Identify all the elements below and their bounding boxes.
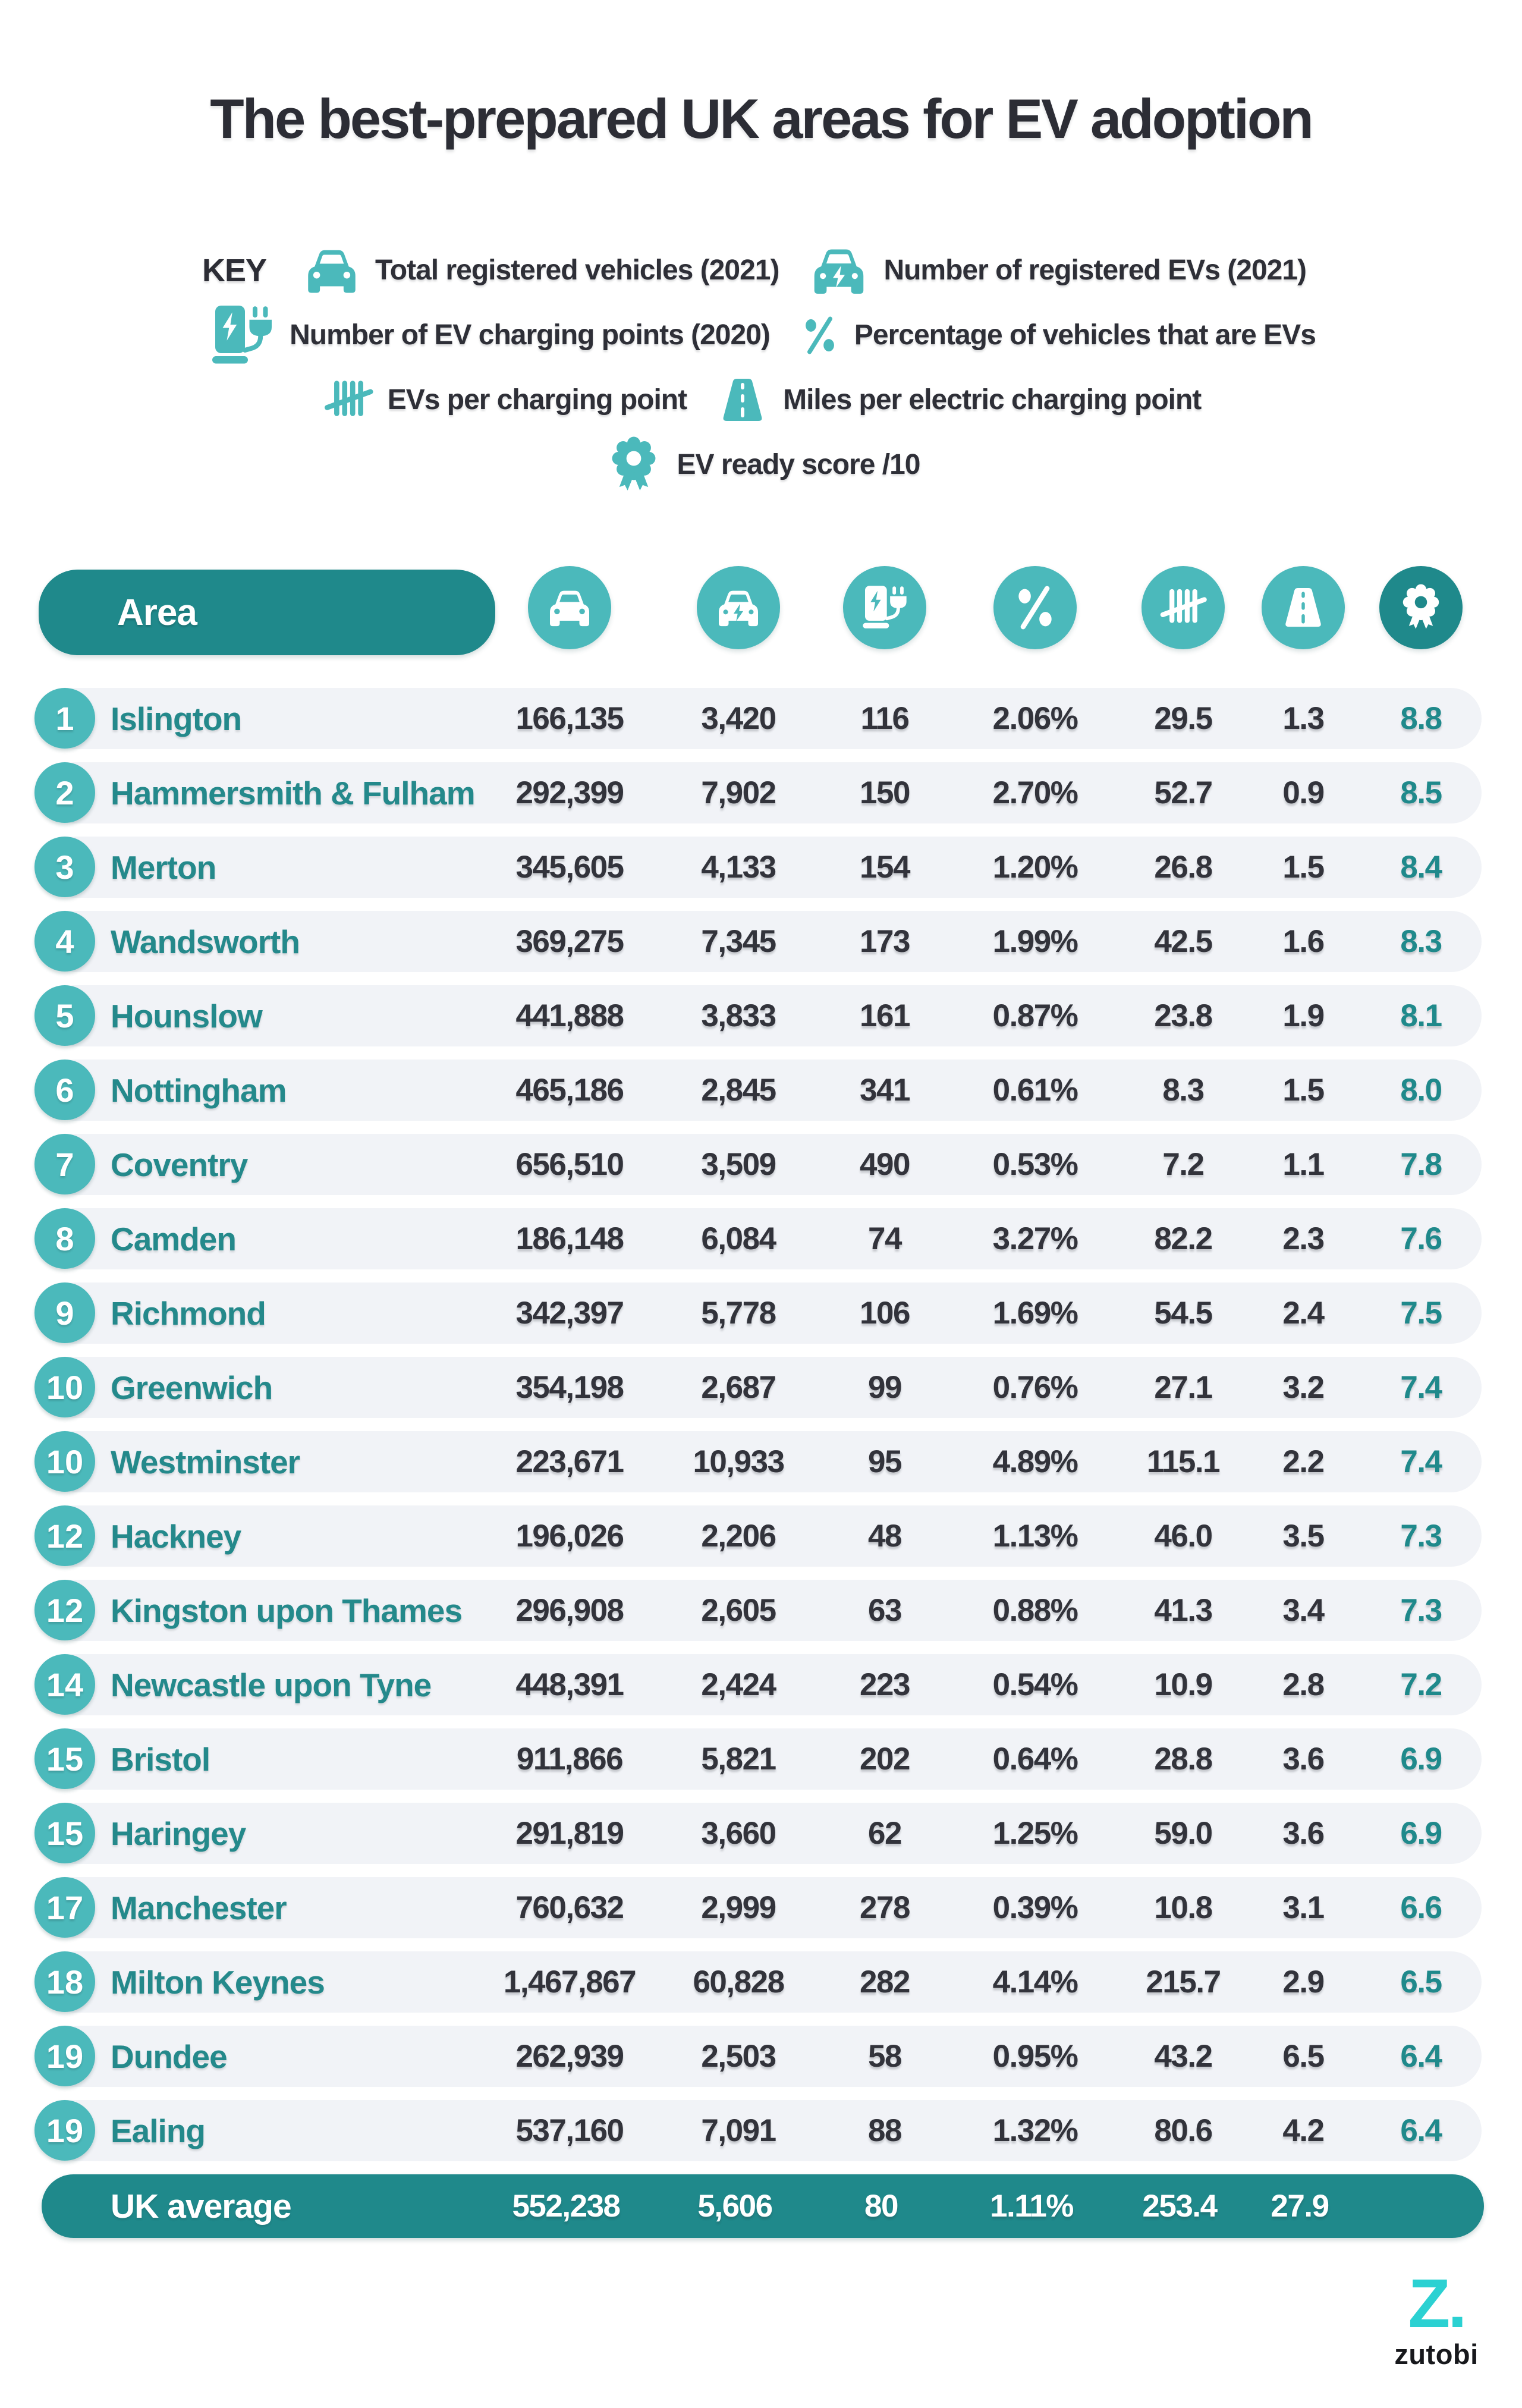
cell-percent: 1.13%: [992, 1519, 1078, 1554]
cell-ev-ready-score: 7.8: [1400, 1147, 1442, 1182]
rank-badge: 3: [34, 837, 95, 897]
cell-charging-points: 161: [860, 998, 910, 1033]
cell-ev-ready-score: 6.4: [1400, 2113, 1442, 2148]
ev-car-icon: [712, 581, 765, 634]
area-name: Kingston upon Thames: [111, 1592, 463, 1629]
rank-badge: 17: [34, 1877, 95, 1938]
cell-percent: 3.27%: [992, 1221, 1078, 1256]
cell-evs: 2,845: [701, 1073, 776, 1108]
cell-ev-ready-score: 7.4: [1400, 1370, 1442, 1405]
uk-average-evs: 5,606: [697, 2189, 772, 2224]
cell-evs: 6,084: [701, 1221, 776, 1256]
key-item-label: Percentage of vehicles that are EVs: [854, 319, 1316, 351]
key-line: [193, 303, 1329, 367]
cell-vehicles: 166,135: [515, 701, 624, 736]
cell-charging-points: 106: [860, 1296, 910, 1331]
cell-miles-per-point: 1.5: [1282, 1073, 1324, 1108]
cell-evs: 3,660: [701, 1816, 776, 1851]
column-header-percent-icon: [993, 566, 1077, 649]
area-name: Hounslow: [111, 997, 262, 1035]
rank-badge: 19: [34, 2026, 95, 2086]
cell-vehicles: 262,939: [515, 2039, 624, 2074]
key-title: KEY: [202, 252, 267, 288]
cell-charging-points: 341: [860, 1073, 910, 1108]
key-line: [202, 238, 1320, 303]
cell-miles-per-point: 2.8: [1282, 1667, 1324, 1702]
cell-ev-ready-score: 7.5: [1400, 1296, 1442, 1331]
rank-badge: 7: [34, 1134, 95, 1194]
cell-evs: 4,133: [701, 850, 776, 885]
cell-evs-per-point: 41.3: [1154, 1593, 1212, 1628]
table-row: [45, 1505, 1482, 1567]
cell-vehicles: 537,160: [515, 2113, 624, 2148]
key: [0, 238, 1522, 497]
cell-percent: 4.14%: [992, 1964, 1078, 2000]
table-row: [45, 1208, 1482, 1269]
cell-vehicles: 186,148: [515, 1221, 624, 1256]
key-item: [300, 239, 779, 302]
table-row: [45, 985, 1482, 1046]
cell-evs-per-point: 23.8: [1154, 998, 1212, 1033]
uk-average-label: UK average: [111, 2187, 291, 2225]
area-name: Hackney: [111, 1517, 241, 1555]
cell-evs: 2,206: [701, 1519, 776, 1554]
cell-ev-ready-score: 8.0: [1400, 1073, 1442, 1108]
cell-evs-per-point: 115.1: [1146, 1444, 1220, 1479]
cell-ev-ready-score: 7.4: [1400, 1444, 1442, 1479]
rank-badge: 14: [34, 1654, 95, 1715]
cell-vehicles: 354,198: [515, 1370, 624, 1405]
cell-vehicles: 292,399: [515, 775, 624, 810]
cell-percent: 1.20%: [992, 850, 1078, 885]
cell-percent: 0.54%: [992, 1667, 1078, 1702]
rosette-icon: [1395, 581, 1447, 634]
table-row: [45, 1134, 1482, 1195]
cell-evs: 7,345: [701, 924, 776, 959]
cell-evs-per-point: 215.7: [1146, 1964, 1221, 2000]
key-item-label: EV ready score /10: [677, 449, 920, 480]
area-name: Westminster: [111, 1443, 300, 1480]
area-name: Ealing: [111, 2112, 206, 2149]
percent-icon: [1009, 581, 1061, 634]
cell-miles-per-point: 2.4: [1282, 1296, 1324, 1331]
rank-badge: 6: [34, 1060, 95, 1120]
key-item-label: Miles per electric charging point: [783, 384, 1202, 416]
area-name: Islington: [111, 700, 242, 737]
cell-charging-points: 223: [860, 1667, 910, 1702]
cell-percent: 2.06%: [992, 701, 1078, 736]
key-item-label: EVs per charging point: [387, 384, 687, 416]
uk-average-vehicles: 552,238: [512, 2189, 620, 2224]
cell-ev-ready-score: 6.6: [1400, 1890, 1442, 1925]
column-header-car-icon: [528, 566, 611, 649]
rank-badge: 10: [34, 1357, 95, 1417]
cell-percent: 1.69%: [992, 1296, 1078, 1331]
cell-charging-points: 74: [868, 1221, 901, 1256]
uk-average-percent: 1.11%: [990, 2189, 1073, 2224]
cell-charging-points: 150: [860, 775, 910, 810]
column-header-charging-point-icon: [843, 566, 926, 649]
area-name: Camden: [111, 1220, 236, 1258]
rank-badge: 19: [34, 2100, 95, 2161]
cell-miles-per-point: 2.2: [1282, 1444, 1324, 1479]
cell-evs: 5,778: [701, 1296, 776, 1331]
area-name: Dundee: [111, 2038, 227, 2075]
rosette-icon: [602, 433, 665, 496]
cell-miles-per-point: 3.5: [1282, 1519, 1324, 1554]
area-name: Manchester: [111, 1889, 287, 1926]
area-column-header: [39, 570, 495, 655]
area-name: Milton Keynes: [111, 1963, 325, 2001]
key-item: [714, 372, 1201, 429]
cell-miles-per-point: 2.9: [1282, 1964, 1324, 2000]
table-row: [45, 688, 1482, 749]
cell-evs-per-point: 46.0: [1154, 1519, 1212, 1554]
uk-average-evs-per-point: 253.4: [1142, 2189, 1217, 2224]
column-header-road-icon: [1262, 566, 1345, 649]
cell-evs-per-point: 59.0: [1154, 1816, 1212, 1851]
area-name: Bristol: [111, 1740, 210, 1778]
key-line: [589, 432, 934, 497]
rank-badge: 15: [34, 1803, 95, 1863]
table-row: [45, 911, 1482, 972]
cell-ev-ready-score: 8.3: [1400, 924, 1442, 959]
column-header-rosette-icon: [1379, 566, 1463, 649]
cell-evs: 2,605: [701, 1593, 776, 1628]
cell-percent: 1.25%: [992, 1816, 1078, 1851]
zutobi-logo-text: zutobi: [1394, 2338, 1479, 2370]
cell-evs-per-point: 80.6: [1154, 2113, 1212, 2148]
cell-charging-points: 62: [868, 1816, 901, 1851]
cell-miles-per-point: 3.6: [1282, 1741, 1324, 1777]
cell-ev-ready-score: 6.9: [1400, 1741, 1442, 1777]
area-name: Greenwich: [111, 1369, 273, 1406]
cell-evs-per-point: 28.8: [1154, 1741, 1212, 1777]
cell-vehicles: 911,866: [516, 1741, 623, 1777]
area-name: Newcastle upon Tyne: [111, 1666, 432, 1703]
table-row: [45, 762, 1482, 823]
cell-miles-per-point: 3.4: [1282, 1593, 1324, 1628]
cell-evs-per-point: 82.2: [1154, 1221, 1212, 1256]
percent-icon: [797, 313, 842, 358]
road-icon: [714, 372, 771, 429]
cell-evs: 2,687: [701, 1370, 776, 1405]
key-line: [307, 367, 1215, 432]
cell-evs-per-point: 10.9: [1154, 1667, 1212, 1702]
car-icon: [543, 581, 596, 634]
tally-icon: [321, 373, 376, 427]
cell-percent: 4.89%: [992, 1444, 1078, 1479]
column-header-tally-icon: [1142, 566, 1225, 649]
cell-ev-ready-score: 8.8: [1400, 701, 1442, 736]
table-row: [45, 1728, 1482, 1790]
cell-charging-points: 282: [860, 1964, 910, 2000]
cell-charging-points: 88: [868, 2113, 901, 2148]
key-item: [206, 300, 770, 371]
cell-evs-per-point: 42.5: [1154, 924, 1212, 959]
cell-evs-per-point: 27.1: [1154, 1370, 1212, 1405]
cell-ev-ready-score: 8.5: [1400, 775, 1442, 810]
rank-badge: 12: [34, 1580, 95, 1640]
table-row: [45, 1951, 1482, 2013]
cell-charging-points: 154: [860, 850, 910, 885]
area-name: Merton: [111, 848, 216, 886]
area-name: Coventry: [111, 1146, 248, 1183]
cell-evs: 7,091: [701, 2113, 776, 2148]
cell-evs: 3,420: [701, 701, 776, 736]
cell-vehicles: 345,605: [515, 850, 624, 885]
cell-vehicles: 760,632: [515, 1890, 624, 1925]
page-title: The best-prepared UK areas for EV adoption: [210, 87, 1312, 150]
table-row: [45, 1580, 1482, 1641]
cell-evs: 3,509: [701, 1147, 776, 1182]
cell-ev-ready-score: 7.6: [1400, 1221, 1442, 1256]
area-name: Nottingham: [111, 1071, 287, 1109]
table-row: [45, 1877, 1482, 1938]
rank-badge: 9: [34, 1282, 95, 1343]
cell-charging-points: 116: [860, 701, 909, 736]
cell-evs-per-point: 10.8: [1154, 1890, 1212, 1925]
cell-ev-ready-score: 6.9: [1400, 1816, 1442, 1851]
cell-miles-per-point: 2.3: [1282, 1221, 1324, 1256]
cell-miles-per-point: 1.1: [1282, 1147, 1324, 1182]
cell-ev-ready-score: 7.3: [1400, 1593, 1442, 1628]
cell-vehicles: 448,391: [515, 1667, 624, 1702]
cell-evs: 60,828: [693, 1964, 784, 2000]
cell-vehicles: 465,186: [515, 1073, 624, 1108]
rank-badge: 4: [34, 911, 95, 972]
uk-average-charging-points: 80: [864, 2189, 898, 2224]
rank-badge: 5: [34, 985, 95, 1046]
cell-evs: 2,999: [701, 1890, 776, 1925]
key-item-label: Total registered vehicles (2021): [375, 254, 779, 286]
table-row: [45, 1654, 1482, 1715]
cell-charging-points: 58: [868, 2039, 901, 2074]
area-name: Haringey: [111, 1815, 246, 1852]
cell-charging-points: 99: [868, 1370, 901, 1405]
cell-miles-per-point: 3.2: [1282, 1370, 1324, 1405]
key-item: [321, 373, 687, 427]
cell-evs: 5,821: [701, 1741, 776, 1777]
zutobi-logo: [1390, 2265, 1483, 2371]
cell-percent: 2.70%: [992, 775, 1078, 810]
cell-evs: 7,902: [701, 775, 776, 810]
cell-ev-ready-score: 7.2: [1400, 1667, 1442, 1702]
cell-evs: 3,833: [701, 998, 776, 1033]
cell-ev-ready-score: 7.3: [1400, 1519, 1442, 1554]
area-name: Hammersmith & Fulham: [111, 774, 475, 812]
cell-vehicles: 441,888: [515, 998, 624, 1033]
cell-percent: 0.64%: [992, 1741, 1078, 1777]
cell-evs-per-point: 26.8: [1154, 850, 1212, 885]
table-row: [45, 2100, 1482, 2161]
table-row: [45, 2026, 1482, 2087]
cell-miles-per-point: 6.5: [1282, 2039, 1324, 2074]
cell-vehicles: 1,467,867: [503, 1964, 636, 2000]
key-item: [806, 238, 1306, 303]
tally-icon: [1157, 581, 1209, 634]
cell-ev-ready-score: 8.1: [1400, 998, 1442, 1033]
road-icon: [1277, 581, 1329, 634]
cell-evs-per-point: 43.2: [1154, 2039, 1212, 2074]
cell-evs-per-point: 8.3: [1162, 1073, 1204, 1108]
cell-evs-per-point: 7.2: [1162, 1147, 1204, 1182]
cell-vehicles: 342,397: [515, 1296, 624, 1331]
cell-percent: 0.87%: [992, 998, 1078, 1033]
cell-percent: 0.61%: [992, 1073, 1078, 1108]
cell-vehicles: 291,819: [515, 1816, 624, 1851]
table-row: [45, 1357, 1482, 1418]
zutobi-logo-icon: Z.: [1408, 2265, 1465, 2342]
cell-percent: 0.76%: [992, 1370, 1078, 1405]
cell-vehicles: 223,671: [515, 1444, 624, 1479]
rank-badge: 1: [34, 688, 95, 749]
cell-miles-per-point: 1.9: [1282, 998, 1324, 1033]
cell-miles-per-point: 4.2: [1282, 2113, 1324, 2148]
key-item: [602, 433, 920, 496]
table-row: [45, 837, 1482, 898]
ev-car-icon: [806, 238, 872, 303]
cell-ev-ready-score: 6.5: [1400, 1964, 1442, 2000]
column-header-ev-car-icon: [697, 566, 780, 649]
rank-badge: 8: [34, 1208, 95, 1269]
cell-percent: 1.32%: [992, 2113, 1078, 2148]
cell-charging-points: 202: [860, 1741, 910, 1777]
charging-point-icon: [206, 300, 278, 371]
cell-percent: 1.99%: [992, 924, 1078, 959]
cell-miles-per-point: 1.3: [1282, 701, 1324, 736]
rank-badge: 15: [34, 1728, 95, 1789]
cell-vehicles: 656,510: [515, 1147, 624, 1182]
rank-badge: 2: [34, 762, 95, 823]
rank-badge: 18: [34, 1951, 95, 2012]
cell-evs: 2,424: [701, 1667, 776, 1702]
cell-charging-points: 95: [868, 1444, 901, 1479]
cell-percent: 0.53%: [992, 1147, 1078, 1182]
charging-point-icon: [859, 581, 911, 634]
cell-evs-per-point: 52.7: [1154, 775, 1212, 810]
cell-vehicles: 296,908: [515, 1593, 624, 1628]
cell-evs: 10,933: [693, 1444, 784, 1479]
area-name: Richmond: [111, 1294, 266, 1332]
rank-badge: 10: [34, 1431, 95, 1492]
car-icon: [300, 239, 363, 302]
cell-evs: 2,503: [701, 2039, 776, 2074]
cell-charging-points: 173: [860, 924, 910, 959]
cell-percent: 0.39%: [992, 1890, 1078, 1925]
uk-average-miles-per-point: 27.9: [1271, 2189, 1329, 2224]
cell-miles-per-point: 0.9: [1282, 775, 1324, 810]
key-item-label: Number of EV charging points (2020): [290, 319, 770, 351]
table-row: [45, 1282, 1482, 1344]
cell-vehicles: 369,275: [515, 924, 624, 959]
cell-evs-per-point: 54.5: [1154, 1296, 1212, 1331]
area-header-label: Area: [117, 592, 197, 633]
table-row: [45, 1803, 1482, 1864]
cell-miles-per-point: 3.6: [1282, 1816, 1324, 1851]
key-item: [797, 313, 1316, 358]
cell-percent: 0.88%: [992, 1593, 1078, 1628]
uk-average-row: [42, 2174, 1484, 2238]
cell-charging-points: 278: [860, 1890, 910, 1925]
cell-vehicles: 196,026: [515, 1519, 624, 1554]
cell-charging-points: 63: [868, 1593, 901, 1628]
cell-miles-per-point: 1.6: [1282, 924, 1324, 959]
area-name: Wandsworth: [111, 923, 300, 960]
table-row: [45, 1431, 1482, 1492]
table-row: [45, 1060, 1482, 1121]
cell-evs-per-point: 29.5: [1154, 701, 1212, 736]
cell-miles-per-point: 3.1: [1282, 1890, 1324, 1925]
rank-badge: 12: [34, 1505, 95, 1566]
cell-ev-ready-score: 6.4: [1400, 2039, 1442, 2074]
cell-miles-per-point: 1.5: [1282, 850, 1324, 885]
cell-charging-points: 48: [868, 1519, 901, 1554]
cell-ev-ready-score: 8.4: [1400, 850, 1442, 885]
cell-charging-points: 490: [860, 1147, 910, 1182]
cell-percent: 0.95%: [992, 2039, 1078, 2074]
key-item-label: Number of registered EVs (2021): [883, 254, 1307, 286]
